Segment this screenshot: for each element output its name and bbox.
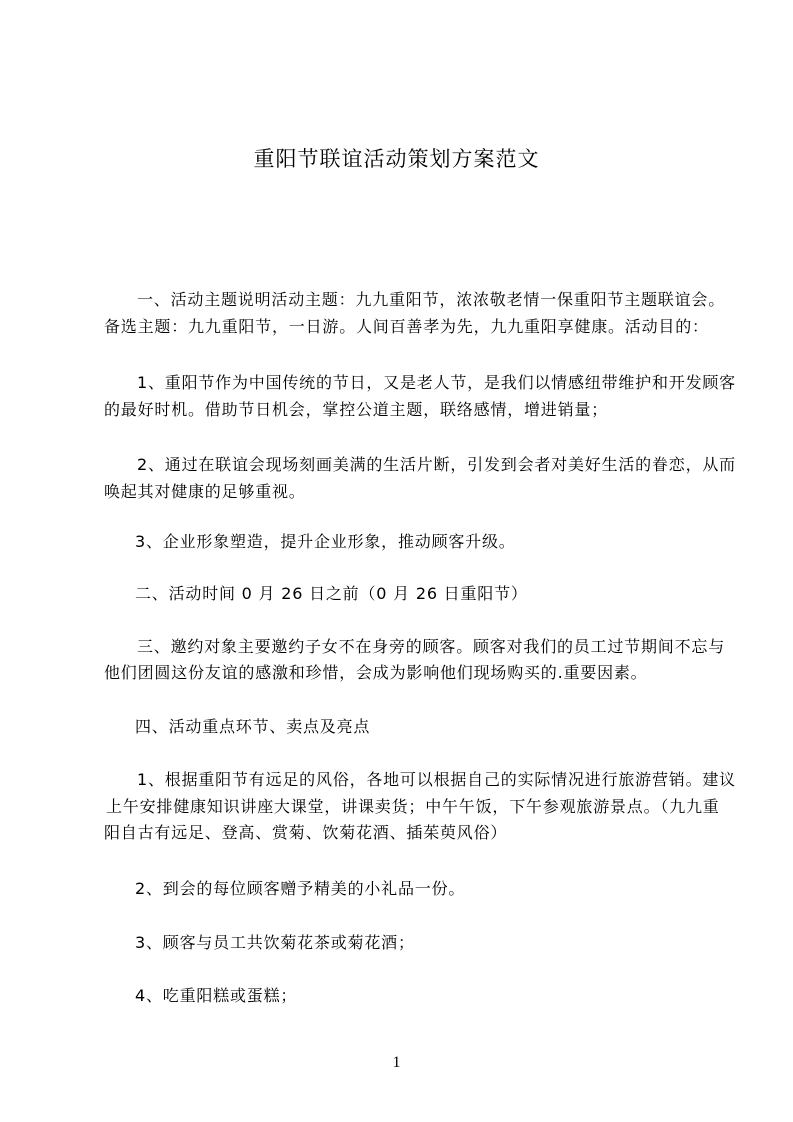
text-line: 1、根据重阳节有远足的风俗，各地可以根据自己的实际情况进行旅游营销。建议 bbox=[137, 770, 736, 789]
document-title: 重阳节联谊活动策划方案范文 bbox=[253, 147, 540, 171]
text-line: 四、活动重点环节、卖点及亮点 bbox=[135, 717, 371, 736]
text-line: 3、企业形象塑造，提升企业形象，推动顾客升级。 bbox=[135, 532, 516, 551]
text-line: 他们团圆这份友谊的感激和珍惜，会成为影响他们现场购买的.重要因素。 bbox=[104, 663, 648, 682]
text-line: 上午安排健康知识讲座大课堂，讲课卖货；中午午饭，下午参观旅游景点。（九九重 bbox=[106, 797, 720, 816]
text-line: 4、吃重阳糕或蛋糕； bbox=[135, 986, 298, 1005]
text-line: 3、顾客与员工共饮菊花茶或菊花酒； bbox=[135, 933, 415, 952]
text-line: 备选主题：九九重阳节，一日游。人间百善孝为先，九九重阳享健康。活动目的： bbox=[104, 317, 709, 336]
text-line: 阳自古有远足、登高、赏菊、饮菊花酒、插茱萸风俗） bbox=[104, 823, 508, 842]
text-line: 唤起其对健康的足够重视。 bbox=[104, 482, 306, 501]
page-number: 1 bbox=[392, 1054, 401, 1071]
text-line: 的最好时机。借助节日机会，掌控公道主题，联络感情，增进销量； bbox=[104, 400, 609, 419]
text-line: 2、通过在联谊会现场刻画美满的生活片断，引发到会者对美好生活的眷恋，从而 bbox=[137, 455, 736, 474]
text-line: 一、活动主题说明活动主题：九九重阳节，浓浓敬老情一保重阳节主题联谊会。 bbox=[137, 290, 726, 309]
text-line: 三、邀约对象主要邀约子女不在身旁的顾客。顾客对我们的员工过节期间不忘与 bbox=[137, 637, 726, 656]
text-line: 二、活动时间 0 月 26 日之前（0 月 26 日重阳节） bbox=[135, 584, 528, 603]
text-line: 1、重阳节作为中国传统的节日，又是老人节，是我们以情感纽带维护和开发顾客 bbox=[137, 373, 736, 392]
text-line: 2、到会的每位顾客赠予精美的小礼品一份。 bbox=[135, 879, 466, 898]
